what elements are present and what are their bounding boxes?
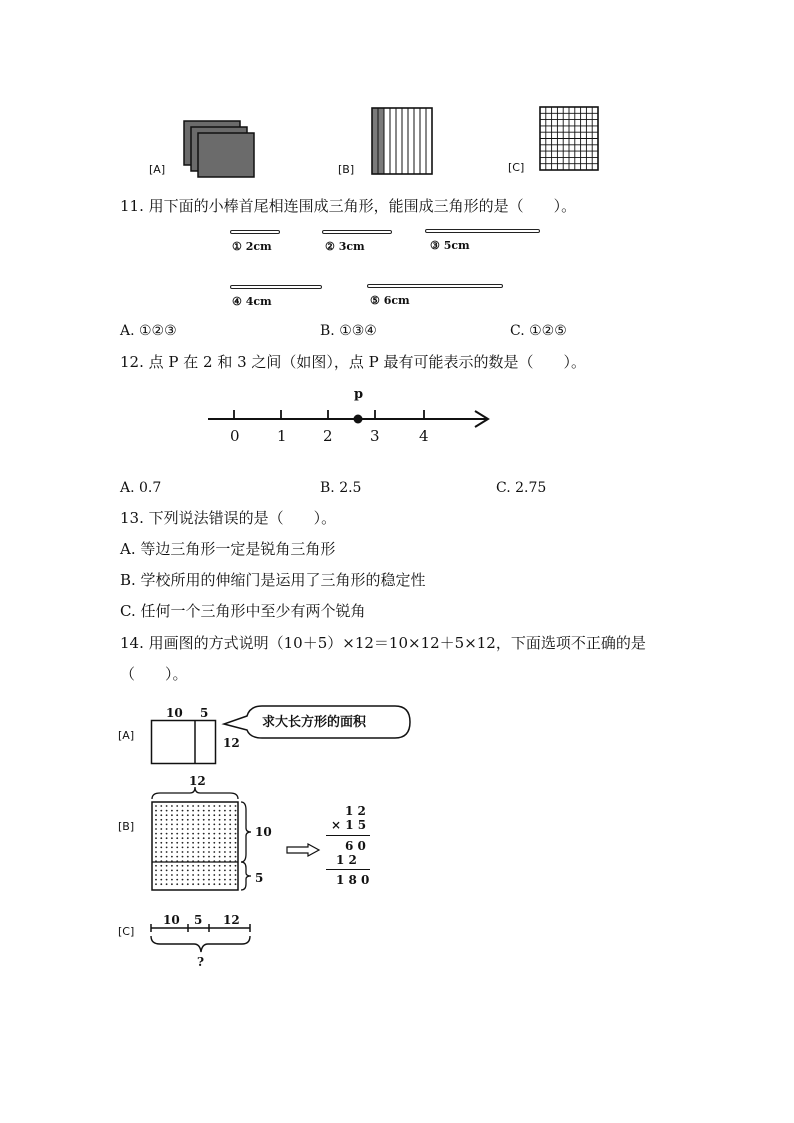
q13-option-b[interactable]: B. 学校所用的伸缩门是运用了三角形的稳定性 [120,571,426,589]
q12-option-c[interactable]: C. 2.75 [496,480,547,496]
figure-a-label: [A] [149,163,166,176]
tick-label-4: 4 [419,427,429,445]
calc-rule-1 [326,835,370,836]
q13-stem: 13. 下列说法错误的是（ ）。 [120,509,337,527]
q12-stem: 12. 点 P 在 2 和 3 之间（如图），点 P 最有可能表示的数是（ ）。 [120,353,587,371]
q11-option-c[interactable]: C. ①②⑤ [510,323,567,339]
stick-2 [322,230,392,234]
q13-option-a[interactable]: A. 等边三角形一定是锐角三角形 [120,540,336,558]
q14-fig-b-top: 12 [189,774,206,788]
arrow-right-icon [286,843,322,857]
q11-option-b[interactable]: B. ①③④ [320,323,377,339]
q14-fig-b-right-bottom: 5 [255,871,264,885]
number-line [205,385,500,450]
figure-a-stacked-squares [180,118,260,180]
q13-option-c[interactable]: C. 任何一个三角形中至少有两个锐角 [120,602,366,620]
q12-option-b[interactable]: B. 2.5 [320,480,362,496]
calc-rule-2 [326,869,370,870]
tick-label-1: 1 [277,427,287,445]
tick-label-2: 2 [323,427,333,445]
calc-line-1: 1 2 [345,804,366,818]
q14-fig-a-side: 12 [223,736,240,750]
point-p-label: p [354,387,364,402]
q14-fig-a-label[interactable]: [A] [118,729,135,742]
stick-1-label: ① 2cm [232,240,272,253]
q14-fig-a-top-right: 5 [200,706,209,720]
q14-fig-a-top-left: 10 [166,706,183,720]
stick-1 [230,230,280,234]
q14-fig-c-seg1: 10 [163,913,180,927]
stick-5 [367,284,503,288]
stick-4 [230,285,322,289]
q14-fig-b-dot-grid [148,786,268,896]
q14-fig-a-rectangle [150,719,220,767]
q12-option-a[interactable]: A. 0.7 [120,480,162,496]
point-p [354,415,363,424]
figure-c-grid [538,105,602,173]
calc-line-5: 1 8 0 [336,873,370,887]
q11-stem: 11. 用下面的小棒首尾相连围成三角形，能围成三角形的是（ ）。 [120,197,577,215]
calc-line-2: × 1 5 [331,818,367,832]
stick-5-label: ⑤ 6cm [370,294,410,307]
q14-fig-b-right-top: 10 [255,825,272,839]
q14-stem-line1: 14. 用画图的方式说明（10＋5）×12＝10×12＋5×12，下面选项不正确的是 [120,634,646,652]
q14-stem-line2: （ ）。 [120,665,188,683]
figure-b-label: [B] [338,163,355,176]
stick-3 [425,229,540,233]
calc-line-3: 6 0 [345,839,366,853]
q14-fig-c-label[interactable]: [C] [118,925,135,938]
tick-label-0: 0 [230,427,240,445]
stick-3-label: ③ 5cm [430,239,470,252]
q14-fig-c-question: ? [197,955,205,969]
figure-b-strips [370,106,436,176]
figure-c-label: [C] [508,161,525,174]
tick-label-3: 3 [370,427,380,445]
q11-option-a[interactable]: A. ①②③ [120,323,177,339]
stick-2-label: ② 3cm [325,240,365,253]
speech-bubble-text: 求大长方形的面积 [262,715,367,730]
stick-4-label: ④ 4cm [232,295,272,308]
q14-fig-c-seg2: 5 [194,913,203,927]
q14-fig-c-seg3: 12 [223,913,240,927]
calc-line-4: 1 2 [336,853,357,867]
q14-fig-b-label[interactable]: [B] [118,820,135,833]
